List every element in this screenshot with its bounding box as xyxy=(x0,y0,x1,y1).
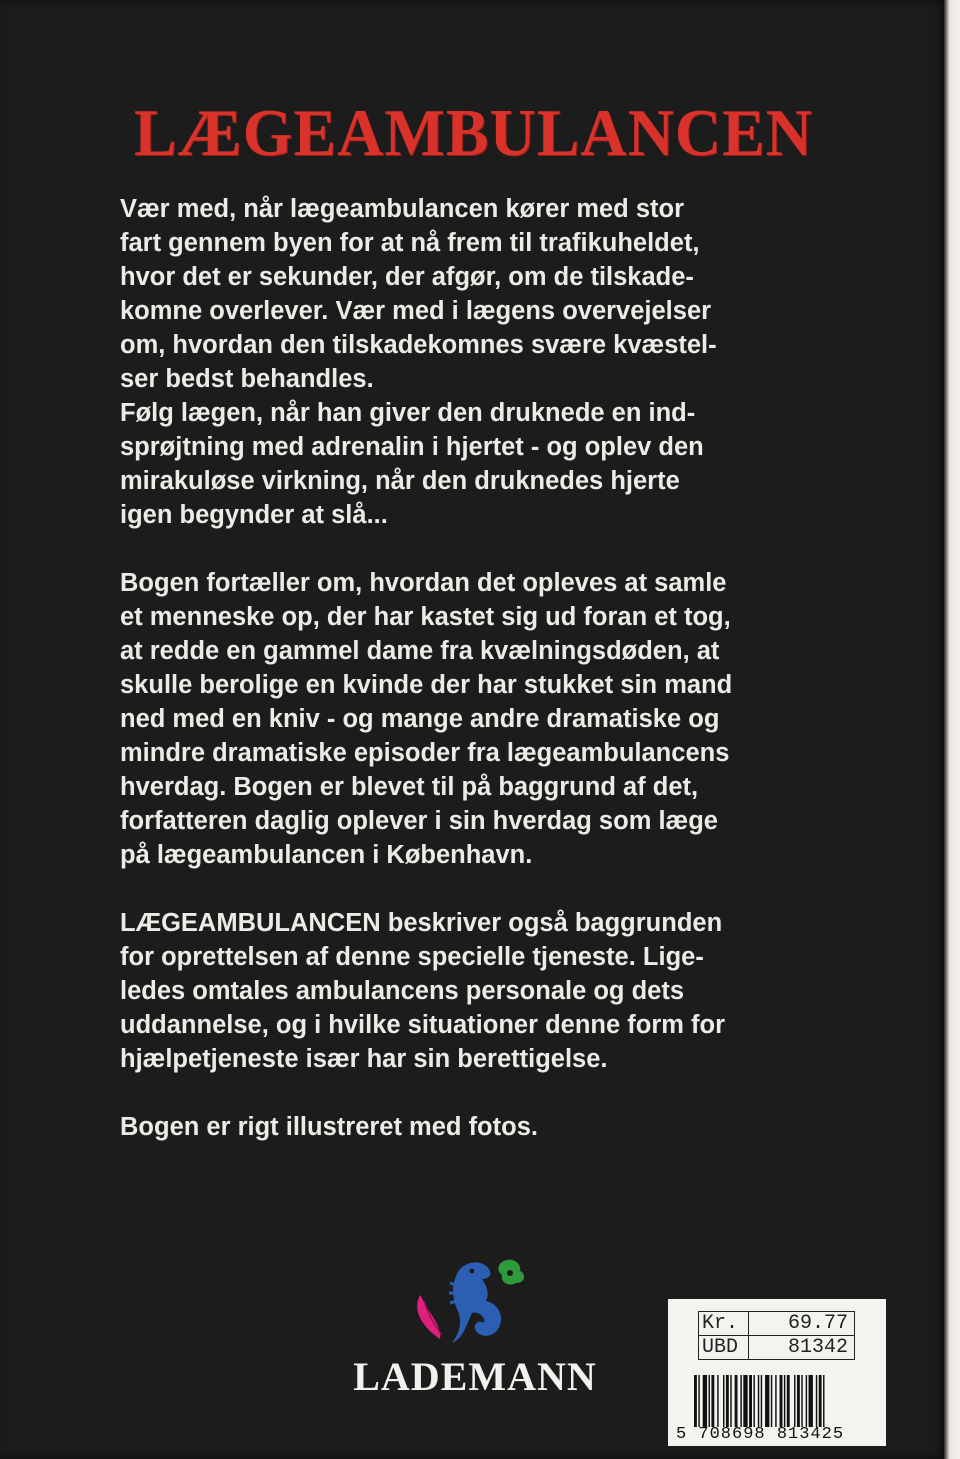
price-row xyxy=(699,1335,854,1359)
barcode-bar xyxy=(823,1375,824,1427)
blurb-paragraph xyxy=(120,566,830,872)
barcode-bar xyxy=(780,1375,783,1427)
barcode-bar xyxy=(797,1375,800,1427)
price-value: 69.77 xyxy=(787,1312,848,1335)
blurb-line: om, hvordan den tilskadekomnes svære kvæstel- xyxy=(120,331,717,359)
seahorse-icon xyxy=(412,1255,532,1347)
blurb-line: forfatteren daglig oplever i sin hverdag som læge xyxy=(120,807,718,835)
barcode-bar xyxy=(726,1375,729,1427)
price-row xyxy=(699,1312,854,1335)
barcode-bar xyxy=(703,1375,707,1427)
price-sticker xyxy=(668,1299,886,1446)
barcode-bar xyxy=(753,1375,754,1427)
blurb-line: LÆGEAMBULANCEN beskriver også baggrunden xyxy=(120,909,723,937)
barcode-bar xyxy=(787,1375,790,1427)
barcode xyxy=(692,1375,878,1427)
barcode-bar xyxy=(709,1375,710,1427)
barcode-bar xyxy=(694,1375,697,1427)
blurb-line: Bogen fortæller om, hvordan det opleves at samle xyxy=(120,569,727,597)
blurb-line: komne overlever. Vær med i lægens overvejelser xyxy=(120,297,712,325)
publisher-name: LADEMANN xyxy=(353,1354,597,1399)
barcode-bar xyxy=(743,1375,747,1427)
page-edge xyxy=(944,0,960,1459)
barcode-bar xyxy=(740,1375,741,1427)
barcode-bar xyxy=(711,1375,714,1427)
barcode-bar xyxy=(809,1375,813,1427)
blurb-paragraph xyxy=(120,192,830,532)
blurb-line: Bogen er rigt illustreret med fotos. xyxy=(120,1113,538,1141)
barcode-bar xyxy=(758,1375,759,1427)
blurb-line: at redde en gammel dame fra kvælningsdøden, at xyxy=(120,637,720,665)
publisher-logo xyxy=(340,1255,610,1405)
blurb-line: for oprettelsen af denne specielle tjeneste. Lige- xyxy=(120,943,704,971)
barcode-bar xyxy=(749,1375,752,1427)
blurb-line: fart gennem byen for at nå frem til trafikuheldet, xyxy=(120,229,700,257)
blurb-line: hverdag. Bogen er blevet til på baggrund af det, xyxy=(120,773,699,801)
blurb-line: ledes omtales ambulancens personale og dets xyxy=(120,977,685,1005)
barcode-bar xyxy=(717,1375,718,1427)
barcode-bar xyxy=(723,1375,724,1427)
blurb-line: hjælpetjeneste især har sin berettigelse. xyxy=(120,1045,608,1073)
price-key: UBD xyxy=(699,1336,749,1359)
barcode-bar xyxy=(806,1375,807,1427)
blurb-line: ned med en kniv - og mange andre dramatiske og xyxy=(120,705,720,733)
book-title: LÆGEAMBULANCEN xyxy=(134,95,813,170)
barcode-bar xyxy=(771,1375,772,1427)
blurb-line: skulle berolige en kvinde der har stukket sin mand xyxy=(120,671,733,699)
price-table xyxy=(698,1311,855,1360)
barcode-bar xyxy=(735,1375,738,1427)
barcode-bar xyxy=(730,1375,731,1427)
blurb-line: sprøjtning med adrenalin i hjertet - og oplev den xyxy=(120,433,704,461)
blurb-line: på lægeambulancen i København. xyxy=(120,841,533,869)
blurb-text xyxy=(120,192,830,1144)
blurb-line: hvor det er sekunder, der afgør, om de tilskade- xyxy=(120,263,694,291)
price-key: Kr. xyxy=(699,1312,749,1335)
price-value: 81342 xyxy=(787,1336,848,1359)
blurb-line: Vær med, når lægeambulancen kører med stor xyxy=(120,195,685,223)
barcode-bar xyxy=(816,1375,817,1427)
blurb-paragraph xyxy=(120,906,830,1076)
barcode-number: 5 708698 813425 xyxy=(676,1425,845,1444)
blurb-line: ser bedst behandles. xyxy=(120,365,374,393)
barcode-bar xyxy=(819,1375,822,1427)
barcode-bar xyxy=(775,1375,776,1427)
blurb-line: mindre dramatiske episoder fra lægeambulancens xyxy=(120,739,730,767)
barcode-bar xyxy=(761,1375,762,1427)
blurb-paragraph xyxy=(120,1110,830,1144)
barcode-bar xyxy=(784,1375,785,1427)
barcode-bar xyxy=(794,1375,795,1427)
barcode-bar xyxy=(801,1375,802,1427)
barcode-bar xyxy=(765,1375,769,1427)
blurb-line: Følg lægen, når han giver den druknede en ind- xyxy=(120,399,696,427)
blurb-line: mirakuløse virkning, når den druknedes hjerte xyxy=(120,467,680,495)
blurb-line: uddannelse, og i hvilke situationer denne form for xyxy=(120,1011,726,1039)
blurb-line: igen begynder at slå... xyxy=(120,501,388,529)
blurb-line: et menneske op, der har kastet sig ud foran et tog, xyxy=(120,603,731,631)
barcode-bar xyxy=(698,1375,699,1427)
